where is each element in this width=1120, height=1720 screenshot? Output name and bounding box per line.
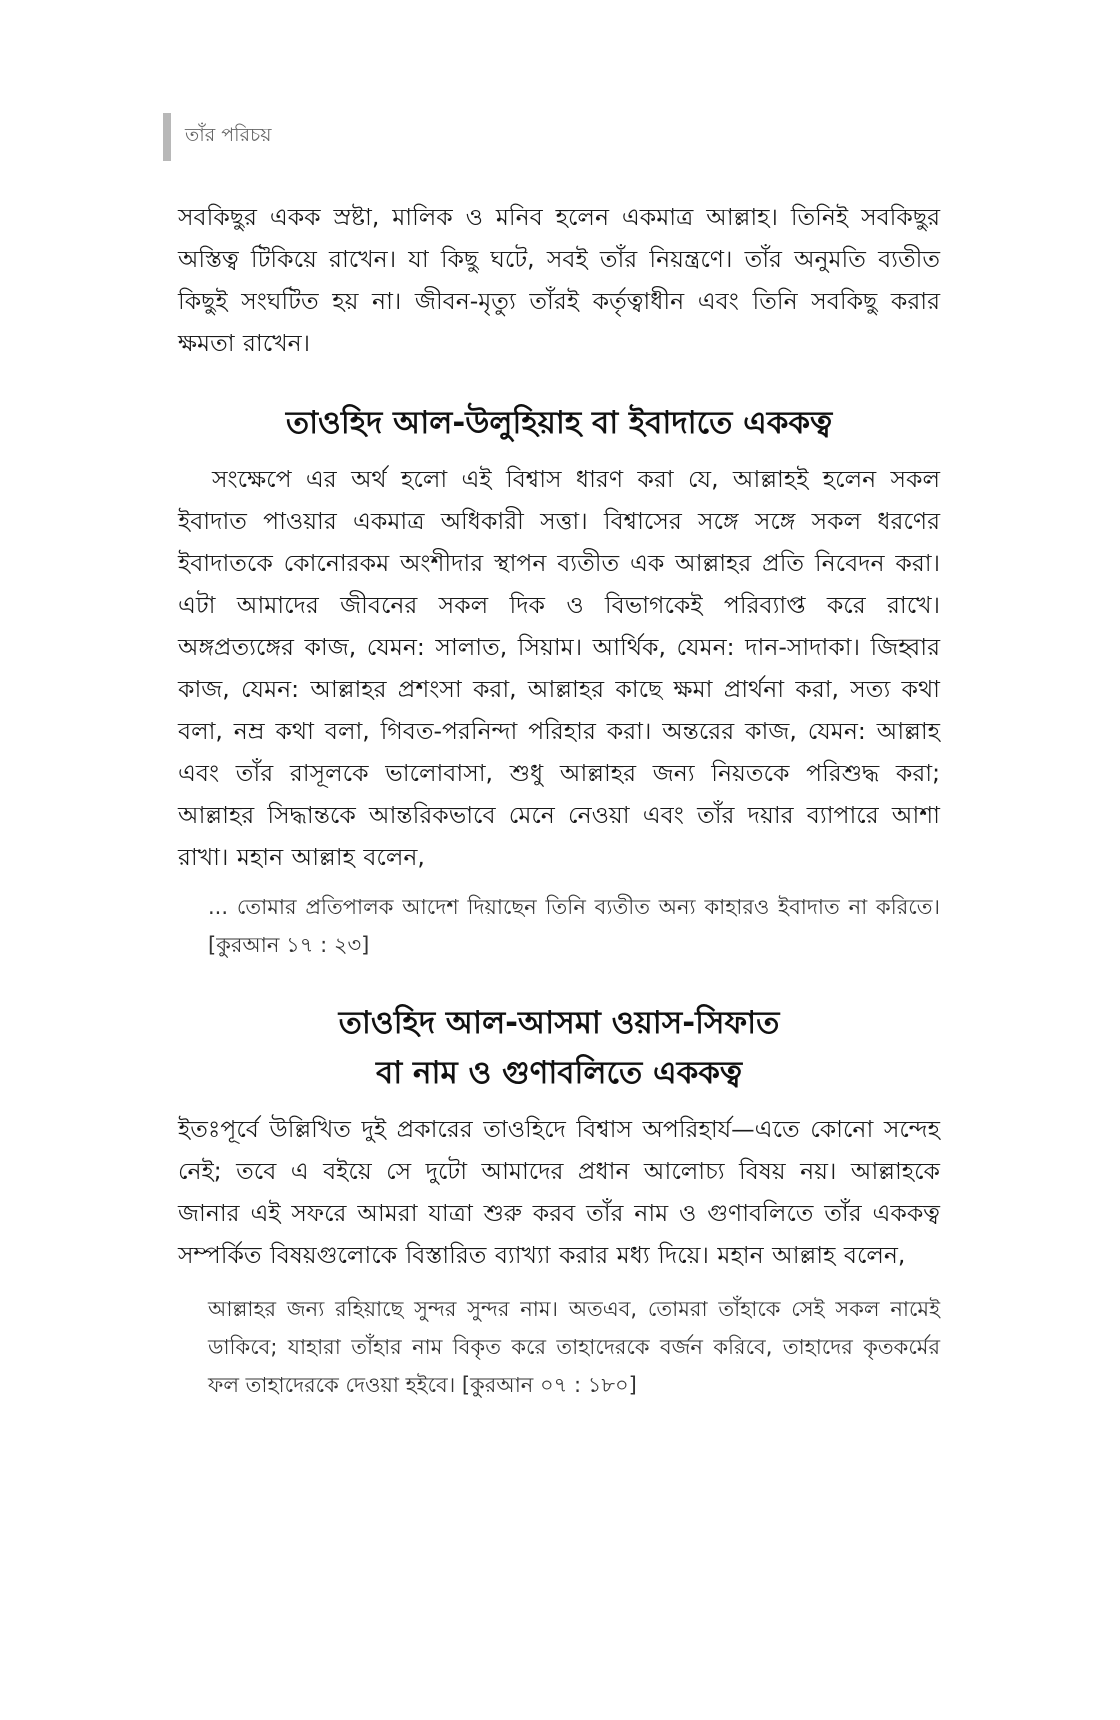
quran-quote-7-180: আল্লাহর জন্য রহিয়াছে সুন্দর সুন্দর নাম। অতএব, তোমরা তাঁহাকে সেই সকল নামেই ডাকিবে; যাহারা তাঁহার নাম বিকৃত করে তাহাদেরকে বর্জন করিবে, তাহাদের কৃতকর্মের ফল তাহাদেরকে দেওয়া হইবে। [কুরআন ০৭ : ১৮০] (208, 1297, 940, 1397)
running-head (163, 113, 272, 161)
section-heading-line-2: বা নাম ও গুণাবলিতে এককত্ব (375, 1055, 743, 1091)
section-heading-asma-sifat (178, 998, 940, 1098)
asma-sifat-paragraph: ইতঃপূর্বে উল্লিখিত দুই প্রকারের তাওহিদে বিশ্বাস অপরিহার্য—এতে কোনো সন্দেহ নেই; তবে এ বইয়ে সে দুটো আমাদের প্রধান আলোচ্য বিষয় নয়। আল্লাহকে জানার এই সফরে আমরা যাত্রা শুরু করব তাঁর নাম ও গুণাবলিতে তাঁর এককত্ব সম্পর্কিত বিষয়গুলোকে বিস্তারিত ব্যাখ্যা করার মধ্য দিয়ে। মহান আল্লাহ বলেন, (178, 1115, 940, 1269)
running-head-label: তাঁর পরিচয় (185, 124, 272, 146)
intro-paragraph: সবকিছুর একক স্রষ্টা, মালিক ও মনিব হলেন একমাত্র আল্লাহ। তিনিই সবকিছুর অস্তিত্ব টিকিয়ে রাখেন। যা কিছু ঘটে, সবই তাঁর নিয়ন্ত্রণে। তাঁর অনুমতি ব্যতীত কিছুই সংঘটিত হয় না। জীবন-মৃত্যু তাঁরই কর্তৃত্বাধীন এবং তিনি সবকিছু করার ক্ষমতা রাখেন। (178, 203, 940, 357)
running-head-bar (163, 113, 171, 161)
section-heading-line-1: তাওহিদ আল-আসমা ওয়াস-সিফাত (338, 1005, 780, 1041)
page-content (178, 196, 940, 1404)
quran-quote-17-23: ... তোমার প্রতিপালক আদেশ দিয়াছেন তিনি ব্যতীত অন্য কাহারও ইবাদাত না করিতে। [কুরআন ১৭ : ২৩] (208, 895, 940, 957)
section-heading-uluhiyah: তাওহিদ আল-উলুহিয়াহ বা ইবাদাতে এককত্ব (285, 405, 833, 441)
uluhiyah-paragraph: সংক্ষেপে এর অর্থ হলো এই বিশ্বাস ধারণ করা যে, আল্লাহই হলেন সকল ইবাদাত পাওয়ার একমাত্র অধিকারী সত্তা। বিশ্বাসের সঙ্গে সঙ্গে সকল ধরণের ইবাদাতকে কোনোরকম অংশীদার স্থাপন ব্যতীত এক আল্লাহর প্রতি নিবেদন করা। এটা আমাদের জীবনের সকল দিক ও বিভাগকেই পরিব্যাপ্ত করে রাখে। অঙ্গপ্রত্যঙ্গের কাজ, যেমন: সালাত, সিয়াম। আর্থিক, যেমন: দান-সাদাকা। জিহ্বার কাজ, যেমন: আল্লাহর প্রশংসা করা, আল্লাহর কাছে ক্ষমা প্রার্থনা করা, সত্য কথা বলা, নম্র কথা বলা, গিবত-পরনিন্দা পরিহার করা। অন্তরের কাজ, যেমন: আল্লাহ এবং তাঁর রাসূলকে ভালোবাসা, শুধু আল্লাহর জন্য নিয়তকে পরিশুদ্ধ করা; আল্লাহর সিদ্ধান্তকে আন্তরিকভাবে মেনে নেওয়া এবং তাঁর দয়ার ব্যাপারে আশা রাখা। মহান আল্লাহ বলেন, (178, 465, 940, 871)
